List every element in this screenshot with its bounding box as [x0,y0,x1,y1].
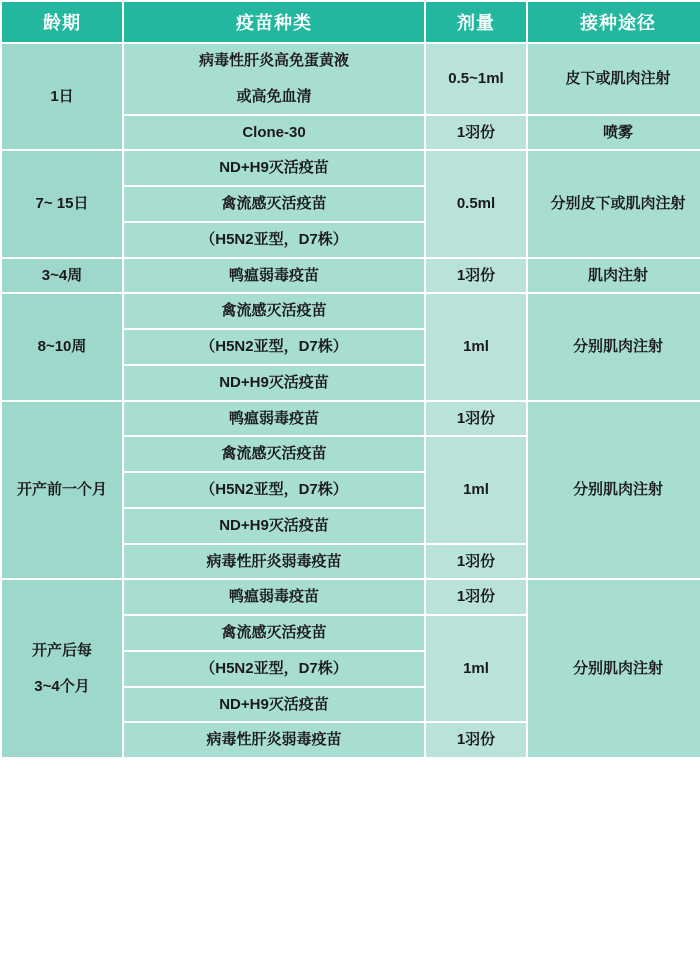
cell-vaccine-type: （H5N2亚型，D7株） [124,330,424,364]
cell-dose: 1羽份 [426,116,526,150]
cell-vaccine-type: 病毒性肝炎弱毒疫苗 [124,545,424,579]
table-body [2,44,700,757]
cell-vaccine-type: （H5N2亚型，D7株） [124,652,424,686]
table-row [2,44,700,114]
cell-route: 分别肌肉注射 [528,294,700,399]
cell-vaccine-type: 鸭瘟弱毒疫苗 [124,259,424,293]
cell-vaccine-type: 鸭瘟弱毒疫苗 [124,580,424,614]
cell-vaccine-type: ND+H9灭活疫苗 [124,151,424,185]
cell-vaccine-type: 禽流感灭活疫苗 [124,437,424,471]
cell-vaccine-type: （H5N2亚型，D7株） [124,223,424,257]
cell-vaccine-type: 禽流感灭活疫苗 [124,187,424,221]
cell-route: 皮下或肌肉注射 [528,44,700,114]
cell-vaccine-type: （H5N2亚型，D7株） [124,473,424,507]
cell-age [2,580,122,757]
cell-route: 肌肉注射 [528,259,700,293]
cell-age: 1日 [2,44,122,149]
cell-route: 分别肌肉注射 [528,580,700,757]
cell-vaccine-type: 禽流感灭活疫苗 [124,294,424,328]
table-row [2,151,700,185]
cell-vaccine-type: ND+H9灭活疫苗 [124,366,424,400]
table-row [2,259,700,293]
cell-dose: 1羽份 [426,723,526,757]
cell-route: 分别肌肉注射 [528,402,700,579]
column-header-vaccine-type: 疫苗种类 [124,2,424,42]
table-row [2,402,700,436]
column-header-dose: 剂量 [426,2,526,42]
cell-vaccine-type: ND+H9灭活疫苗 [124,688,424,722]
cell-route: 喷雾 [528,116,700,150]
cell-age: 开产前一个月 [2,402,122,579]
cell-dose: 0.5ml [426,151,526,256]
cell-dose: 1羽份 [426,259,526,293]
cell-route: 分别皮下或肌肉注射 [528,151,700,256]
cell-dose: 1羽份 [426,580,526,614]
cell-vaccine-type: 病毒性肝炎弱毒疫苗 [124,723,424,757]
cell-dose: 1羽份 [426,545,526,579]
cell-age: 3~4周 [2,259,122,293]
column-header-age: 龄期 [2,2,122,42]
cell-dose: 1ml [426,437,526,542]
column-header-route: 接种途径 [528,2,700,42]
cell-age-line: 开产后每 [31,641,92,659]
table-header [2,2,700,42]
cell-vaccine-type: 鸭瘟弱毒疫苗 [124,402,424,436]
table-row [2,580,700,614]
cell-age: 7~ 15日 [2,151,122,256]
table-row [2,294,700,328]
cell-vaccine-type-line: 或高免血清 [236,87,312,105]
cell-dose: 1羽份 [426,402,526,436]
cell-vaccine-type [124,44,424,114]
table-header-row [2,2,700,42]
cell-dose: 1ml [426,294,526,399]
cell-age-line: 3~4个月 [34,677,90,695]
cell-vaccine-type: ND+H9灭活疫苗 [124,509,424,543]
cell-age: 8~10周 [2,294,122,399]
cell-dose: 0.5~1ml [426,44,526,114]
cell-dose: 1ml [426,616,526,721]
cell-vaccine-type: 禽流感灭活疫苗 [124,616,424,650]
cell-vaccine-type: Clone-30 [124,116,424,150]
cell-vaccine-type-line: 病毒性肝炎高免蛋黄液 [198,52,349,69]
